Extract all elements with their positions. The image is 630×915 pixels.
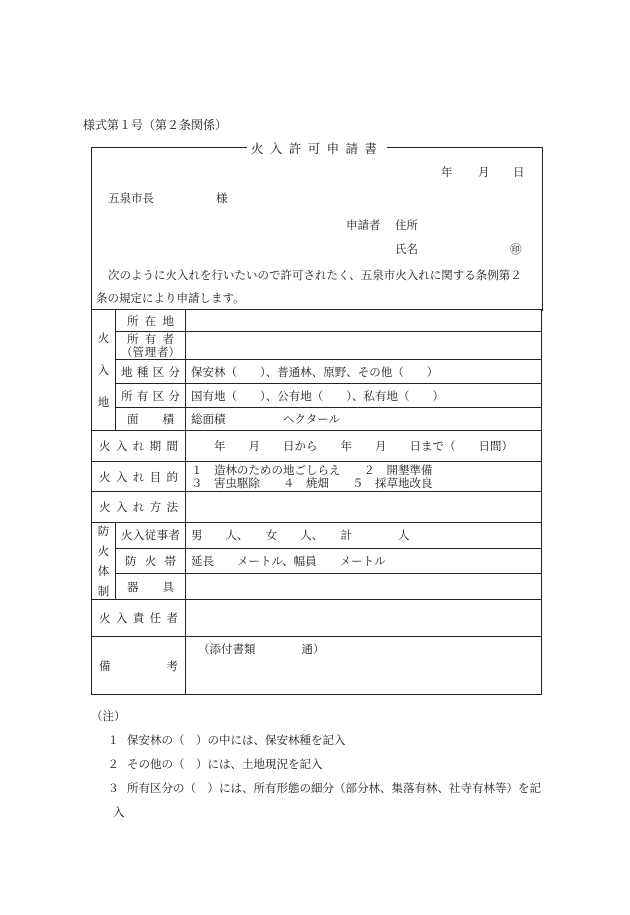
owner-value (186, 332, 542, 360)
application-table (91, 309, 542, 695)
row-method (92, 492, 542, 523)
forest-type-value: 保安林（ ）、普通林、原野、その他（ ） (186, 360, 542, 384)
location-label: 所 在 地 (116, 310, 186, 332)
land-side-label: 火 入 地 (92, 310, 116, 431)
applicant-label: 申請者 (346, 218, 381, 232)
note-item: ３ 所有区分の（ ）には、所有形態の細分（部分林、集落有林、社寺有林等）を記 (107, 781, 541, 795)
ownership-value: 国有地（ ）、公有地（ ）、私有地（ ） (186, 384, 542, 408)
responsible-label: 火 入 責 任 者 (92, 600, 186, 637)
row-equipment (92, 574, 542, 600)
date-day: 日 (513, 165, 525, 179)
seal-mark: ㊞ (510, 242, 522, 256)
row-responsible (92, 600, 542, 637)
intro-line-2: 条の規定により申請します。 (96, 291, 245, 305)
workers-label: 火 入 従 事 者 (116, 523, 186, 549)
purpose-line-1: １ 造林のための地ごしらえ ２ 開墾準備 (191, 462, 433, 477)
remarks-value: （添付書類 通） (186, 637, 542, 695)
application-frame (91, 147, 543, 311)
equipment-value (186, 574, 542, 600)
row-owner (92, 332, 542, 360)
fire-prevention-side-label: 防 火 体 制 (92, 523, 116, 600)
forest-type-label: 地 種 区 分 (116, 360, 186, 384)
equipment-label: 器 具 (116, 574, 186, 600)
row-workers (92, 523, 542, 549)
method-value (186, 492, 542, 523)
note-item: １ 保安林の（ ）の中には、保安林種を記入 (107, 733, 346, 747)
notes-section (91, 708, 541, 828)
location-value (186, 310, 542, 332)
addressee-name: 五泉市長 (108, 191, 154, 205)
form-title: 火入許可申請書 (251, 141, 384, 156)
workers-value: 男 人、 女 人、 計 人 (186, 523, 542, 549)
purpose-label: 火 入 れ 目 的 (92, 462, 186, 492)
addressee-honorific: 様 (216, 191, 228, 205)
area-value: 総面積 ヘクタール (186, 408, 542, 431)
remarks-label: 備 考 (92, 637, 186, 695)
row-area (92, 408, 542, 431)
note-item: ２ その他の（ ）には、土地現況を記入 (107, 757, 323, 771)
row-purpose (92, 462, 542, 492)
row-ownership (92, 384, 542, 408)
period-label: 火 入 れ 期 間 (92, 431, 186, 462)
date-year: 年 (441, 165, 453, 179)
row-period (92, 431, 542, 462)
note-item-continuation: 入 (113, 805, 125, 819)
purpose-value (186, 462, 542, 492)
firebreak-label: 防 火 帯 (116, 548, 186, 574)
notes-title: （注） (91, 709, 126, 723)
owner-label: 所 有 者 （管 理 者） (116, 332, 186, 360)
method-label: 火 入 れ 方 法 (92, 492, 186, 523)
form-number-label: 様式第１号（第２条関係） (83, 118, 228, 132)
period-value: 年 月 日から 年 月 日まで（ 日間） (186, 431, 542, 462)
row-location (92, 310, 542, 332)
ownership-label: 所 有 区 分 (116, 384, 186, 408)
responsible-value (186, 600, 542, 637)
firebreak-value: 延長 メートル、幅員 メートル (186, 548, 542, 574)
area-label: 面 積 (116, 408, 186, 431)
applicant-address-label: 住所 (395, 218, 418, 232)
date-month: 月 (478, 165, 490, 179)
row-firebreak (92, 548, 542, 574)
intro-line-1: 次のように火入れを行いたいので許可されたく、五泉市火入れに関する条例第２ (108, 268, 522, 282)
purpose-line-2: ３ 害虫駆除 ４ 焼畑 ５ 採草地改良 (191, 475, 433, 490)
applicant-name-label: 氏名 (395, 242, 418, 256)
row-forest-type (92, 360, 542, 384)
row-remarks (92, 637, 542, 695)
